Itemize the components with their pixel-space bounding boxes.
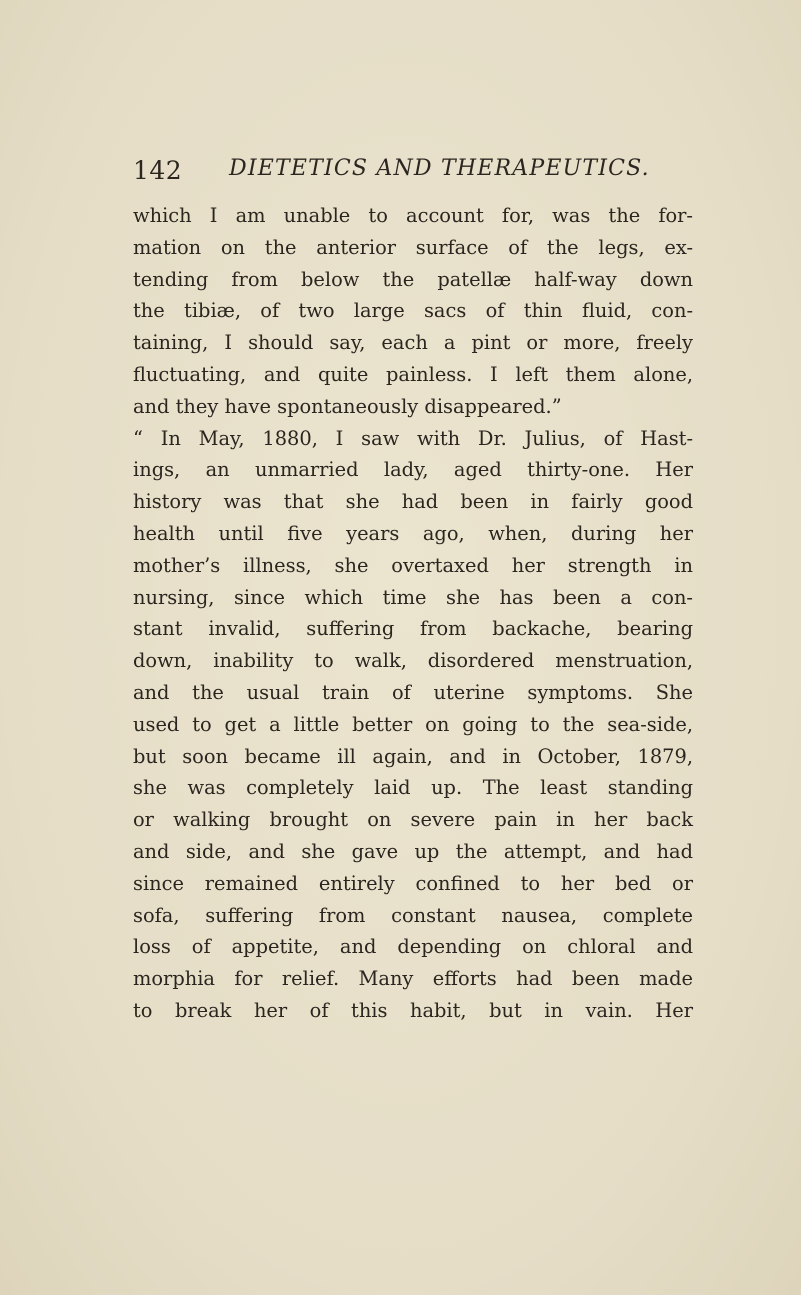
text-line: but soon became ill again, and in October, 1879, xyxy=(133,744,693,768)
text-line: “ In May, 1880, I saw with Dr. Julius, of Hast- xyxy=(133,426,693,450)
body-text xyxy=(133,200,693,1027)
text-line: stant invalid, suffering from backache, bearing xyxy=(133,617,693,641)
page-number: 142 xyxy=(133,156,183,185)
text-line: which I am unable to account for, was the for- xyxy=(133,204,693,227)
text-line: loss of appetite, and depending on chloral and xyxy=(133,935,693,959)
text-line: down, inability to walk, disordered menstruation, xyxy=(133,649,693,673)
text-line: and the usual train of uterine symptoms. She xyxy=(133,680,693,704)
running-title: DIETETICS AND THERAPEUTICS. xyxy=(229,156,650,181)
text-line: mother’s illness, she overtaxed her strength in xyxy=(133,553,693,577)
text-line: nursing, since which time she has been a con- xyxy=(133,585,693,609)
text-line: morphia for relief. Many efforts had been made xyxy=(133,967,693,991)
text-line: and they have spontaneously disappeared.” xyxy=(133,394,562,418)
text-line: ings, an unmarried lady, aged thirty-one. Her xyxy=(133,458,693,482)
text-line: or walking brought on severe pain in her back xyxy=(133,808,693,832)
text-line: health until five years ago, when, during her xyxy=(133,521,693,545)
text-line: tending from below the patellæ half-way down xyxy=(133,267,693,291)
text-line: fluctuating, and quite painless. I left them alone, xyxy=(133,362,693,386)
text-line: since remained entirely confined to her bed or xyxy=(133,871,693,895)
text-line: the tibiæ, of two large sacs of thin fluid, con- xyxy=(133,299,693,323)
text-line: she was completely laid up. The least standing xyxy=(133,776,693,800)
text-line: history was that she had been in fairly good xyxy=(133,490,693,514)
text-line: taining, I should say, each a pint or more, freely xyxy=(133,331,693,355)
text-line: sofa, suffering from constant nausea, complete xyxy=(133,903,693,927)
text-line: used to get a little better on going to the sea-side, xyxy=(133,712,693,736)
text-line: and side, and she gave up the attempt, and had xyxy=(133,839,693,863)
text-line: to break her of this habit, but in vain. Her xyxy=(133,998,693,1022)
running-head xyxy=(133,150,693,190)
text-line: mation on the anterior surface of the legs, ex- xyxy=(133,235,693,259)
